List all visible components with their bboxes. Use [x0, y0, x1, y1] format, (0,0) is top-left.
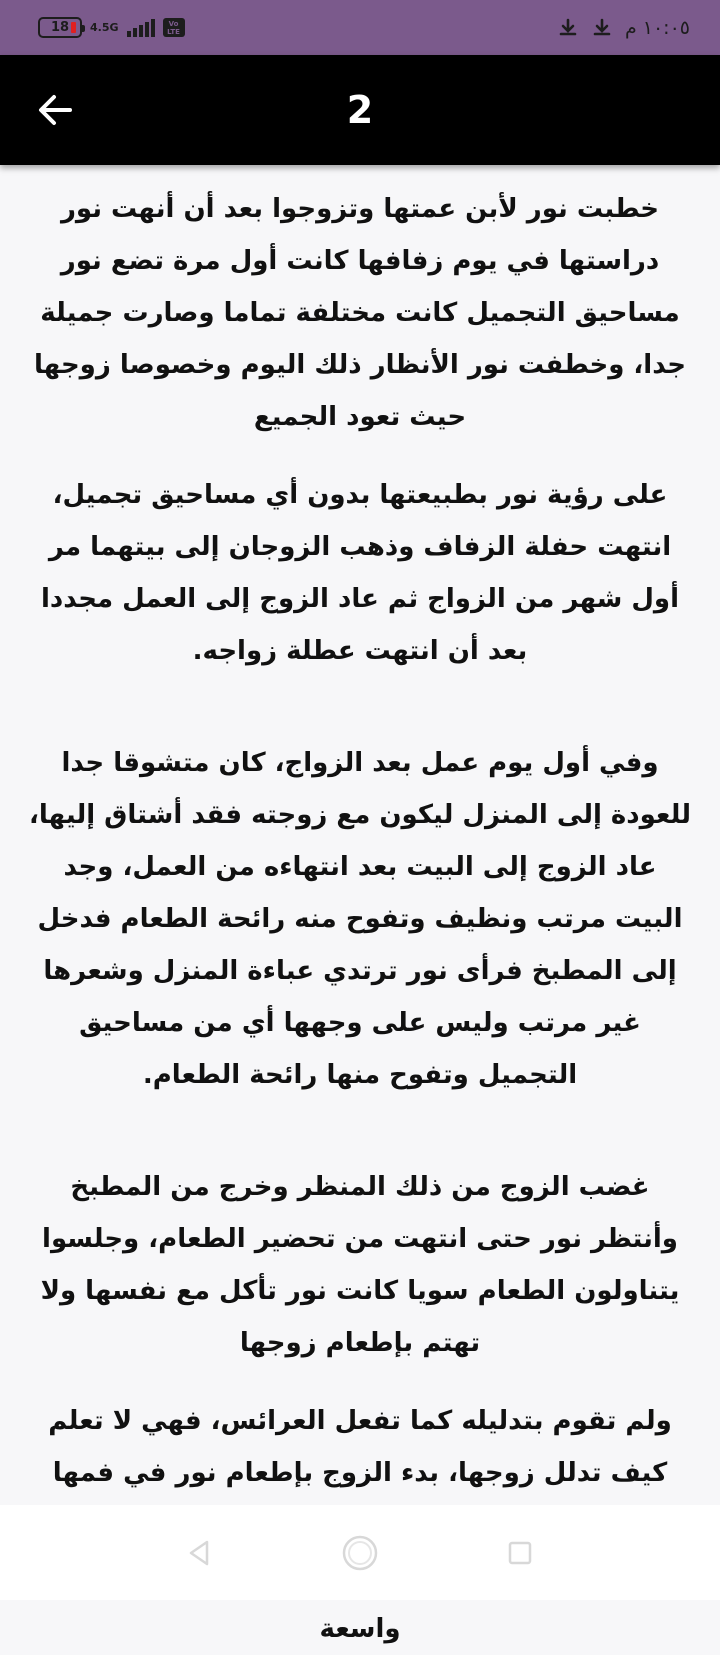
story-paragraph: وفي أول يوم عمل بعد الزواج، كان متشوقا جدا للعودة إلى المنزل ليكون مع زوجته فقد أشتاق إليها، عاد الزوج إلى البيت بعد انتهاءه من العمل، وجد البيت مرتب ونظيف وتفوح منه رائحة الطعام فدخل إلى المطبخ فرأى نور ترتدي عباءة المنزل وشعرها غير مرتب وليس على وجهها أي من مساحيق التجميل وتفوح منها رائحة الطعام. [29, 748, 691, 1090]
clock: ١٠:٠٥ م [624, 16, 690, 39]
volte-icon: Vo LTE [163, 18, 185, 37]
status-left [38, 17, 185, 38]
battery-icon [38, 17, 82, 38]
download-icon [557, 17, 579, 39]
story-paragraph: على رؤية نور بطبيعتها بدون أي مساحيق تجميل، انتهت حفلة الزفاف وذهب الزوجان إلى بيتهما مر أول شهر من الزواج ثم عاد الزوج إلى العمل مجددا بعد أن انتهت عطلة زواجه. [40, 480, 679, 666]
battery-low-indicator [71, 22, 76, 33]
nav-home-button[interactable] [335, 1528, 385, 1578]
story-paragraph: خطبت نور لأبن عمتها وتزوجوا بعد أن أنهت نور دراستها في يوم زفافها كانت أول مرة تضع نور مساحيق التجميل كانت مختلفة تماما وصارت جميلة جدا، وخطفت نور الأنظار ذلك اليوم وخصوصا زوجها حيث تعود الجميع [34, 194, 686, 432]
back-button[interactable] [30, 85, 80, 135]
status-bar [0, 0, 720, 55]
app-bar [0, 55, 720, 165]
system-nav-bar [0, 1505, 720, 1600]
signal-icon [127, 19, 155, 37]
status-right [557, 17, 690, 39]
story-paragraph: غضب الزوج من ذلك المنظر وخرج من المطبخ وأنتظر نور حتى انتهت من تحضير الطعام، وجلسوا يتناولون الطعام سويا كانت نور تأكل مع نفسها ولا تهتم بإطعام زوجها [40, 1172, 680, 1358]
story-paragraph: ولم تقوم بتدليله كما تفعل العرائس، فهي لا تعلم كيف تدلل زوجها، بدء الزوج بإطعام نور في فمها [48, 1406, 672, 1488]
triangle-back-icon [185, 1538, 215, 1568]
network-type: 4.5G [90, 21, 119, 34]
page-title: 2 [346, 88, 374, 132]
square-recents-icon [506, 1539, 534, 1567]
battery-level: 18 [50, 20, 70, 35]
story-paragraph: واسعة [319, 1614, 401, 1644]
circle-home-icon [340, 1533, 380, 1573]
story-content[interactable] [0, 165, 720, 1644]
network-indicator [90, 22, 119, 33]
nav-back-button[interactable] [175, 1528, 225, 1578]
nav-recents-button[interactable] [495, 1528, 545, 1578]
arrow-left-icon [36, 91, 74, 129]
download-icon [591, 17, 613, 39]
